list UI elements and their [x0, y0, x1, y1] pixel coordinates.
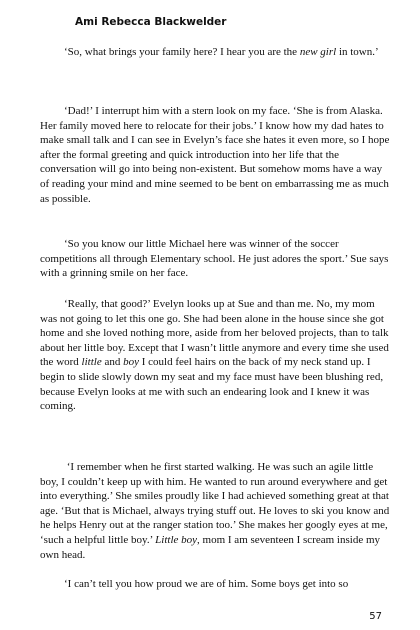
- paragraph: ‘So you know our little Michael here was winner of the soccer competitions all through Elementary school. He just adores the sport.’ Sue says with a grinning smile on her face.: [40, 238, 389, 280]
- running-header-author: Ami Rebecca Blackwelder: [75, 16, 227, 28]
- paragraph: ‘So, what brings your family here? I hear you are the new girl in town.’: [64, 46, 379, 58]
- paragraph: ‘I remember when he first started walking. He was such an agile little boy, I couldn’t keep up with him. He wanted to run around everywhere and get into everything.’ She smiles proudly like I had achieved something great at that age. ‘But that is Michael, always trying stuff out. He loves to ski you know and he helps Henry out at the ranger station too.’ She makes her googly eyes at me, ‘such a helpful little boy.’ Little boy, mom I am seventeen I scream inside my own head.: [40, 461, 390, 561]
- page-number: 57: [369, 611, 382, 622]
- paragraph: ‘I can’t tell you how proud we are of him. Some boys get into so: [64, 578, 349, 590]
- paragraph: ‘Really, that good?’ Evelyn looks up at Sue and than me. No, my mom was not going to let this one go. She had been alone in the house since she got home and she loved nothing more, aside from her beloved projects, than to talk about her little boy. Except that I wasn’t little anymore and every time she used the word little and boy I could feel hairs on the back of my neck stand up. I begin to slide slowly down my seat and my face must have been blushing red, because Evelyn looks at me with such an endearing look and I knew it was coming.: [40, 298, 389, 413]
- paragraph: ‘Dad!’ I interrupt him with a stern look on my face. ‘She is from Alaska. Her family moved here to relocate for their jobs.’ I know how my dad hates to make small talk and I can see in Evelyn’s face she hates it even more, so I hope after the formal greeting and quick introduction into her life that the conversation will go into being non-existent. But somehow moms have a way of reading your mind and mine seemed to be bent on embarrassing me as much as possible.: [40, 105, 390, 205]
